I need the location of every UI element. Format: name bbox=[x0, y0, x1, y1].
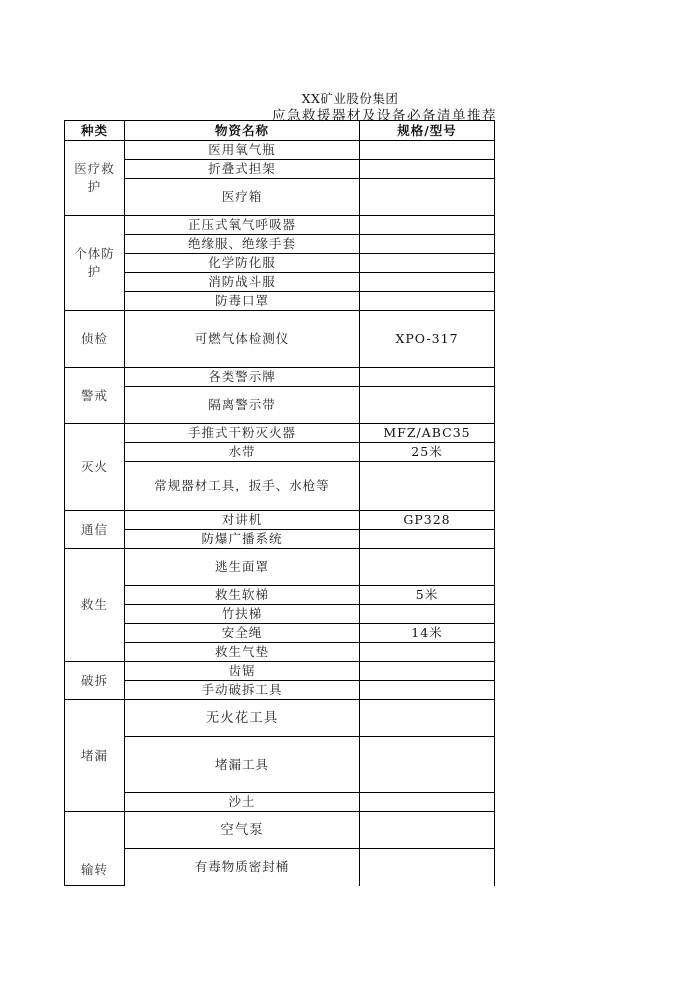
table-row bbox=[65, 462, 495, 511]
table-row bbox=[65, 605, 495, 624]
spec-cell bbox=[360, 141, 495, 160]
item-cell: 绝缘服、绝缘手套 bbox=[125, 235, 360, 254]
item-cell: 化学防化服 bbox=[125, 254, 360, 273]
spec-cell: 5米 bbox=[360, 586, 495, 605]
item-cell: 隔离警示带 bbox=[125, 387, 360, 424]
document-subtitle: 应急救援器材及设备必备清单推荐 bbox=[272, 108, 497, 124]
spec-cell: 25米 bbox=[360, 443, 495, 462]
item-cell: 沙土 bbox=[125, 793, 360, 812]
table-row bbox=[65, 511, 495, 530]
item-cell: 逃生面罩 bbox=[125, 549, 360, 586]
item-cell: 救生气垫 bbox=[125, 643, 360, 662]
spec-cell bbox=[360, 605, 495, 624]
item-cell: 空气泵 bbox=[125, 812, 360, 849]
spec-cell: GP328 bbox=[360, 511, 495, 530]
header-spec: 规格/型号 bbox=[360, 121, 495, 141]
item-cell: 防爆广播系统 bbox=[125, 530, 360, 549]
table-row bbox=[65, 254, 495, 273]
table-row bbox=[65, 179, 495, 216]
category-cell: 破拆 bbox=[65, 662, 125, 700]
spec-cell bbox=[360, 387, 495, 424]
category-cell: 堵漏 bbox=[65, 700, 125, 812]
item-cell: 消防战斗服 bbox=[125, 273, 360, 292]
spec-cell bbox=[360, 235, 495, 254]
item-cell: 医用氧气瓶 bbox=[125, 141, 360, 160]
spec-cell: 14米 bbox=[360, 624, 495, 643]
spec-cell: XPO-317 bbox=[360, 311, 495, 368]
spec-cell bbox=[360, 292, 495, 311]
category-cell: 灭火 bbox=[65, 424, 125, 511]
item-cell: 水带 bbox=[125, 443, 360, 462]
table-row bbox=[65, 160, 495, 179]
item-cell: 对讲机 bbox=[125, 511, 360, 530]
table-row bbox=[65, 235, 495, 254]
table-row bbox=[65, 662, 495, 681]
spec-cell bbox=[360, 549, 495, 586]
spec-cell bbox=[360, 812, 495, 849]
table-row bbox=[65, 681, 495, 700]
table-row bbox=[65, 643, 495, 662]
header-category: 种类 bbox=[65, 121, 125, 141]
spec-cell bbox=[360, 254, 495, 273]
spec-cell bbox=[360, 737, 495, 793]
table-row bbox=[65, 849, 495, 886]
item-cell: 手推式干粉灭火器 bbox=[125, 424, 360, 443]
table-row bbox=[65, 624, 495, 643]
item-cell: 常规器材工具，扳手、水枪等 bbox=[125, 462, 360, 511]
header-item: 物资名称 bbox=[125, 121, 360, 141]
item-cell: 救生软梯 bbox=[125, 586, 360, 605]
item-cell: 无火花工具 bbox=[125, 700, 360, 737]
spec-cell bbox=[360, 216, 495, 235]
spec-cell bbox=[360, 179, 495, 216]
spec-cell bbox=[360, 681, 495, 700]
spec-cell bbox=[360, 662, 495, 681]
item-cell: 各类警示牌 bbox=[125, 368, 360, 387]
spec-cell bbox=[360, 700, 495, 737]
table-row bbox=[65, 424, 495, 443]
spec-cell bbox=[360, 530, 495, 549]
item-cell: 竹扶梯 bbox=[125, 605, 360, 624]
equipment-table bbox=[64, 120, 495, 886]
table-row bbox=[65, 443, 495, 462]
table-row bbox=[65, 368, 495, 387]
document-title: XX矿业股份集团 bbox=[301, 91, 399, 106]
spec-cell bbox=[360, 160, 495, 179]
table-row bbox=[65, 812, 495, 849]
table-row bbox=[65, 141, 495, 160]
item-cell: 堵漏工具 bbox=[125, 737, 360, 793]
item-cell: 防毒口罩 bbox=[125, 292, 360, 311]
table-row bbox=[65, 273, 495, 292]
table-row bbox=[65, 737, 495, 793]
category-cell: 输转 bbox=[65, 812, 125, 886]
table-row bbox=[65, 586, 495, 605]
table-row bbox=[65, 387, 495, 424]
header-row bbox=[65, 121, 495, 141]
table-row bbox=[65, 700, 495, 737]
category-cell: 侦检 bbox=[65, 311, 125, 368]
category-cell: 救生 bbox=[65, 549, 125, 662]
item-cell: 折叠式担架 bbox=[125, 160, 360, 179]
item-cell: 手动破拆工具 bbox=[125, 681, 360, 700]
item-cell: 齿锯 bbox=[125, 662, 360, 681]
spec-cell bbox=[360, 793, 495, 812]
spec-cell bbox=[360, 462, 495, 511]
item-cell: 医疗箱 bbox=[125, 179, 360, 216]
spec-cell bbox=[360, 273, 495, 292]
spec-cell: MFZ/ABC35 bbox=[360, 424, 495, 443]
category-cell: 通信 bbox=[65, 511, 125, 549]
item-cell: 正压式氧气呼吸器 bbox=[125, 216, 360, 235]
table-row bbox=[65, 549, 495, 586]
item-cell: 有毒物质密封桶 bbox=[125, 849, 360, 886]
spec-cell bbox=[360, 643, 495, 662]
category-cell: 个体防护 bbox=[65, 216, 125, 311]
category-cell: 警戒 bbox=[65, 368, 125, 424]
table-row bbox=[65, 311, 495, 368]
table-row bbox=[65, 216, 495, 235]
spec-cell bbox=[360, 368, 495, 387]
category-cell: 医疗救护 bbox=[65, 141, 125, 216]
item-cell: 可燃气体检测仪 bbox=[125, 311, 360, 368]
table-row bbox=[65, 530, 495, 549]
table-row bbox=[65, 292, 495, 311]
item-cell: 安全绳 bbox=[125, 624, 360, 643]
spec-cell bbox=[360, 849, 495, 886]
table-row bbox=[65, 793, 495, 812]
